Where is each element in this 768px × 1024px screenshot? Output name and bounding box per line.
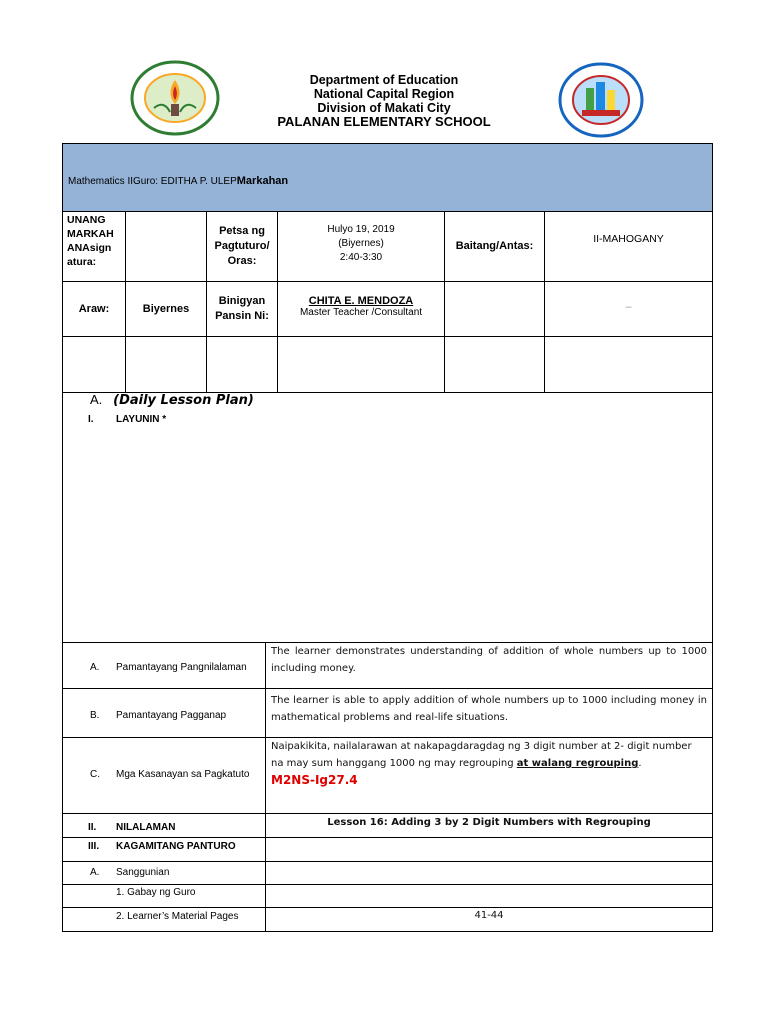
kagamitan-label: KAGAMITANG PANTURO	[116, 841, 236, 852]
sanggunian-label: Sanggunian	[116, 867, 170, 878]
lm-pages-label: 2. Learner’s Material Pages	[116, 911, 239, 922]
section-number: III.	[88, 841, 100, 852]
daily-lesson-plan-title	[90, 392, 254, 408]
date-value: Hulyo 19, 2019	[327, 224, 395, 235]
araw-label: Araw:	[62, 281, 126, 337]
row-letter: C.	[90, 769, 100, 780]
competency-end: .	[638, 758, 642, 769]
subject-teacher: Mathematics IIGuro: EDITHA P. ULEP	[68, 176, 237, 187]
lm-pages-value: 41-44	[474, 910, 504, 921]
dlp-title: (Daily Lesson Plan)	[113, 393, 254, 408]
empty-cell	[545, 336, 713, 393]
row-letter: A.	[90, 662, 100, 673]
header-division: Division of Makati City	[317, 101, 451, 115]
empty-cell	[278, 336, 445, 393]
content-standard-text: The learner demonstrates understanding of addition of whole numbers up to 1000 including money.	[271, 646, 707, 674]
lesson-title: Lesson 16: Adding 3 by 2 Digit Numbers with Regrouping	[327, 817, 651, 828]
document-header	[0, 73, 768, 129]
table-bottom-border	[62, 931, 713, 932]
empty-cell	[207, 336, 278, 393]
quarter-cell: UNANG MARKAH ANAsign atura:	[62, 211, 126, 282]
binigyan-label: Binigyan Pansin Ni:	[207, 281, 278, 337]
kasanayan-label: Mga Kasanayan sa Pagkatuto	[116, 769, 250, 780]
empty-cell	[62, 336, 126, 393]
markahan-label: Markahan	[236, 175, 289, 187]
pamantayang-pagganap-label: Pamantayang Pagganap	[116, 710, 227, 721]
layunin-label: LAYUNIN *	[116, 414, 167, 425]
dlp-letter: A.	[90, 392, 103, 407]
competency-text	[271, 738, 707, 789]
consultant-cell	[278, 281, 445, 337]
table-row	[62, 837, 713, 838]
table-row	[62, 861, 713, 862]
row-letter: A.	[90, 867, 100, 878]
consultant-name: CHITA E. MENDOZA	[308, 295, 414, 307]
table-row	[62, 688, 713, 689]
header-region: National Capital Region	[313, 87, 455, 101]
competency-body: Naipakikita, nailalarawan at nakapagdaragdag ng 3 digit number at 2- digit number na may sum hanggang 1000 ng may regrouping	[271, 741, 692, 769]
date-cell	[278, 211, 445, 282]
dash-cell: –	[545, 281, 713, 337]
baitang-label: Baitang/Antas:	[445, 211, 545, 282]
competency-underlined: at walang regrouping	[516, 758, 639, 769]
row-letter: B.	[90, 710, 100, 721]
empty-cell	[126, 211, 207, 282]
header-band	[62, 143, 713, 171]
section-value: II-MAHOGANY	[545, 211, 713, 282]
table-row	[62, 884, 713, 885]
petsa-label: Petsa ng Pagtuturo/ Oras:	[207, 211, 278, 282]
araw-value: Biyernes	[126, 281, 207, 337]
consultant-title: Master Teacher /Consultant	[299, 307, 423, 318]
time-value: 2:40-3:30	[339, 252, 383, 263]
performance-standard-text: The learner is able to apply addition of whole numbers up to 1000 including money in mathematical problems and real-life situations.	[271, 695, 707, 723]
column-divider	[265, 642, 266, 932]
competency-code: M2NS-Ig27.4	[271, 773, 358, 787]
gabay-label: 1. Gabay ng Guro	[116, 887, 196, 898]
day-paren: (Biyernes)	[338, 238, 384, 249]
pamantayang-pangnilalaman-label: Pamantayang Pangnilalaman	[116, 662, 247, 673]
empty-cell	[126, 336, 207, 393]
subject-band	[62, 170, 713, 212]
section-number: II.	[88, 822, 97, 833]
nilalaman-label: NILALAMAN	[116, 822, 176, 833]
empty-cell	[445, 281, 545, 337]
header-department: Department of Education	[309, 73, 459, 87]
header-school: PALANAN ELEMENTARY SCHOOL	[277, 114, 491, 129]
section-number: I.	[88, 414, 94, 425]
empty-cell	[445, 336, 545, 393]
